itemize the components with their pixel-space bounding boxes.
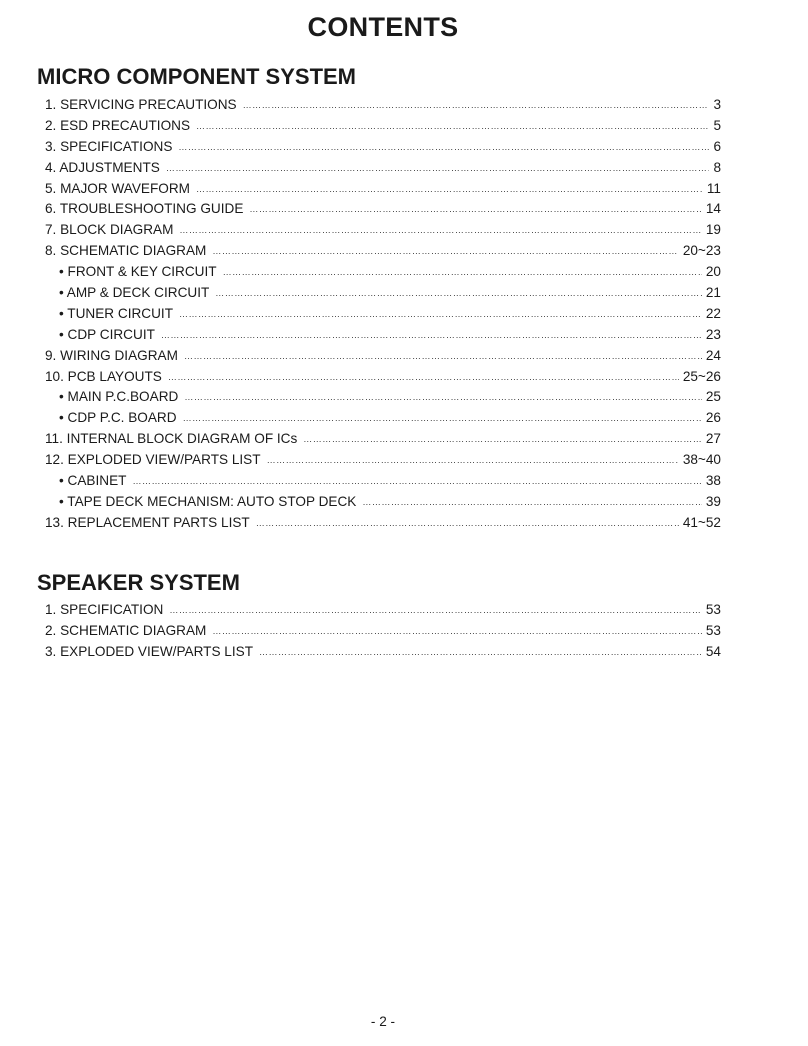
leader-dots <box>179 220 701 241</box>
toc-entry-label: 10. PCB LAYOUTS <box>45 368 162 384</box>
toc-entry-major-waveform[interactable] <box>45 179 721 200</box>
leader-dots <box>166 158 710 179</box>
toc-entry-label: 5. MAJOR WAVEFORM <box>45 180 191 196</box>
toc-entry-servicing-precautions[interactable] <box>45 95 721 116</box>
toc-entry-label: 3. EXPLODED VIEW/PARTS LIST <box>45 643 253 659</box>
toc-entry-label: 1. SERVICING PRECAUTIONS <box>45 97 237 112</box>
toc-entry-speaker-exploded-view[interactable] <box>45 642 721 663</box>
toc-entry-replacement-parts-list[interactable] <box>45 513 721 534</box>
toc-entry-label: • TUNER CIRCUIT <box>59 305 174 321</box>
toc-subentry-cabinet[interactable] <box>45 471 721 492</box>
leader-dots <box>212 621 701 642</box>
toc-entry-page: 53 <box>705 602 721 617</box>
leader-dots <box>212 241 678 262</box>
toc-entry-page: 54 <box>705 643 721 659</box>
toc-entry-page: 53 <box>705 622 721 638</box>
toc-entry-page: 25 <box>705 389 721 405</box>
toc-entry-page: 23 <box>705 326 721 342</box>
toc-subentry-cdp-circuit[interactable] <box>45 325 721 346</box>
toc-subentry-tuner-circuit[interactable] <box>45 304 721 325</box>
toc-entry-esd-precautions[interactable] <box>45 116 721 137</box>
leader-dots <box>184 387 702 408</box>
leader-dots <box>256 513 679 534</box>
leader-dots <box>169 600 702 621</box>
leader-dots <box>249 199 701 220</box>
toc-entry-label: 9. WIRING DIAGRAM <box>45 347 178 363</box>
micro-section-heading: MICRO COMPONENT SYSTEM <box>37 64 357 89</box>
toc-entry-page: 20 <box>705 264 721 280</box>
toc-entry-page: 6 <box>713 138 721 154</box>
toc-entry-page: 38 <box>705 473 721 489</box>
leader-dots <box>196 179 703 200</box>
speaker-toc-list <box>45 600 721 663</box>
toc-entry-label: • MAIN P.C.BOARD <box>59 389 179 405</box>
leader-dots <box>303 429 702 450</box>
toc-subentry-main-pc-board[interactable] <box>45 387 721 408</box>
toc-subentry-front-key-circuit[interactable] <box>45 262 721 283</box>
toc-subentry-amp-deck-circuit[interactable] <box>45 283 721 304</box>
leader-dots <box>267 450 679 471</box>
leader-dots <box>178 137 709 158</box>
toc-entry-page: 5 <box>713 117 721 133</box>
page-number: - 2 - <box>370 1014 396 1029</box>
page-title: CONTENTS <box>307 12 459 42</box>
toc-entry-label: 11. INTERNAL BLOCK DIAGRAM OF ICs <box>45 431 298 447</box>
toc-entry-label: • FRONT & KEY CIRCUIT <box>59 264 217 280</box>
toc-entry-pcb-layouts[interactable] <box>45 367 721 388</box>
toc-entry-specifications[interactable] <box>45 137 721 158</box>
toc-entry-block-diagram[interactable] <box>45 220 721 241</box>
toc-entry-page: 39 <box>705 493 721 509</box>
speaker-section-heading: SPEAKER SYSTEM <box>37 570 240 595</box>
leader-dots <box>362 492 702 513</box>
leader-dots <box>168 367 679 388</box>
toc-entry-label: 2. SCHEMATIC DIAGRAM <box>45 622 207 638</box>
toc-entry-label: • CABINET <box>59 473 127 489</box>
toc-entry-page: 38~40 <box>682 452 721 468</box>
toc-entry-exploded-view-parts-list[interactable] <box>45 450 721 471</box>
toc-entry-label: 8. SCHEMATIC DIAGRAM <box>45 243 207 259</box>
leader-dots <box>183 408 702 429</box>
toc-entry-page: 22 <box>705 305 721 321</box>
toc-entry-schematic-diagram[interactable] <box>45 241 721 262</box>
toc-entry-troubleshooting-guide[interactable] <box>45 199 721 220</box>
leader-dots <box>184 346 702 367</box>
toc-entry-label: 3. SPECIFICATIONS <box>45 138 173 154</box>
toc-entry-page: 20~23 <box>682 243 721 259</box>
micro-toc-list <box>45 95 721 534</box>
toc-entry-page: 14 <box>705 201 721 217</box>
toc-entry-page: 25~26 <box>682 368 721 384</box>
leader-dots <box>132 471 701 492</box>
toc-entry-label: 6. TROUBLESHOOTING GUIDE <box>45 201 244 217</box>
toc-entry-label: 7. BLOCK DIAGRAM <box>45 222 174 238</box>
leader-dots <box>243 95 710 116</box>
toc-entry-specification[interactable] <box>45 600 721 621</box>
leader-dots <box>196 116 709 137</box>
toc-entry-page: 3 <box>713 97 721 112</box>
toc-entry-page: 21 <box>705 285 721 301</box>
toc-entry-page: 8 <box>713 159 721 175</box>
toc-entry-label: 4. ADJUSTMENTS <box>45 159 160 175</box>
toc-subentry-cdp-pc-board[interactable] <box>45 408 721 429</box>
leader-dots <box>215 283 702 304</box>
leader-dots <box>259 642 702 663</box>
toc-entry-page: 24 <box>705 347 721 363</box>
toc-entry-label: 12. EXPLODED VIEW/PARTS LIST <box>45 452 261 468</box>
toc-subentry-tape-deck-mechanism[interactable] <box>45 492 721 513</box>
toc-entry-label: • CDP CIRCUIT <box>59 326 155 342</box>
toc-entry-page: 41~52 <box>682 514 721 530</box>
toc-entry-label: • TAPE DECK MECHANISM: AUTO STOP DECK <box>59 493 357 509</box>
toc-entry-label: • AMP & DECK CIRCUIT <box>59 285 210 301</box>
toc-entry-page: 26 <box>705 410 721 426</box>
toc-entry-label: 1. SPECIFICATION <box>45 602 164 617</box>
toc-entry-label: 2. ESD PRECAUTIONS <box>45 117 191 133</box>
toc-entry-label: 13. REPLACEMENT PARTS LIST <box>45 514 250 530</box>
leader-dots <box>223 262 702 283</box>
toc-entry-page: 11 <box>706 180 721 196</box>
toc-entry-speaker-schematic-diagram[interactable] <box>45 621 721 642</box>
toc-entry-label: • CDP P.C. BOARD <box>59 410 177 426</box>
toc-entry-page: 27 <box>705 431 721 447</box>
leader-dots <box>179 304 702 325</box>
toc-entry-wiring-diagram[interactable] <box>45 346 721 367</box>
toc-entry-internal-block-diagram[interactable] <box>45 429 721 450</box>
toc-entry-adjustments[interactable] <box>45 158 721 179</box>
leader-dots <box>161 325 702 346</box>
toc-entry-page: 19 <box>705 222 721 238</box>
